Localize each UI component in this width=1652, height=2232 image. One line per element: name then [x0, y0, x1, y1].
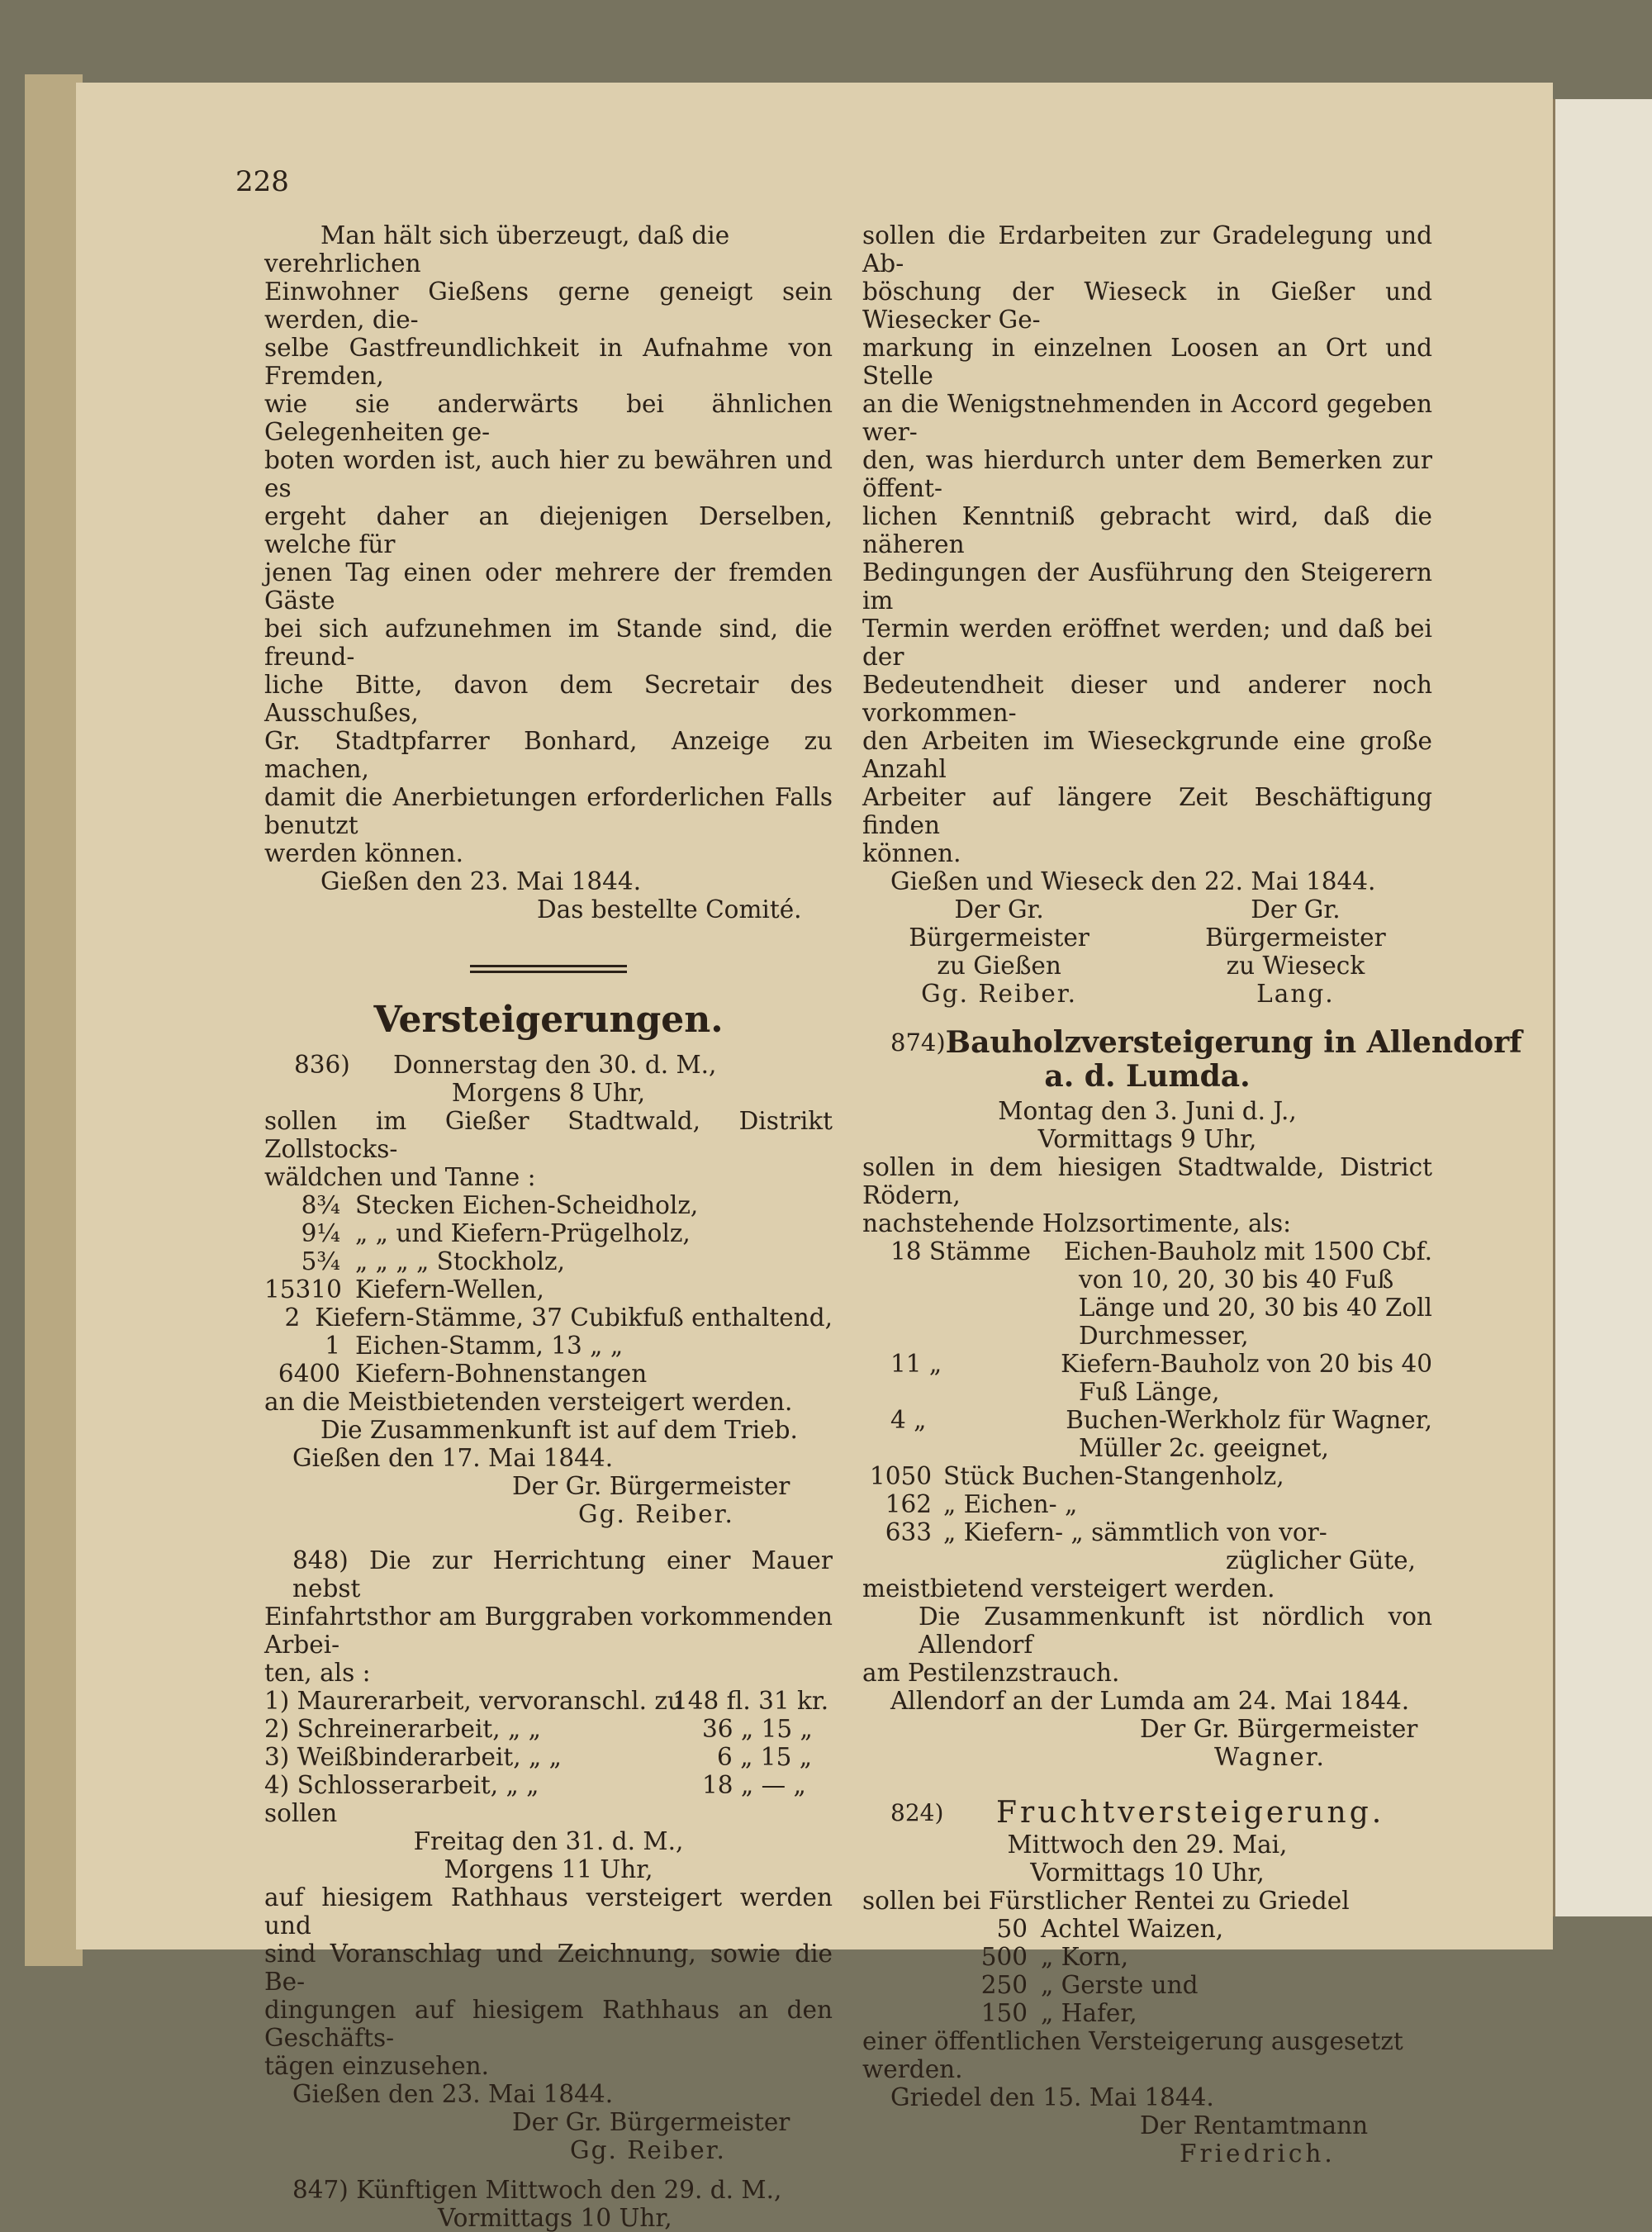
- signature-title: Der Gr. Bürgermeister: [1140, 1715, 1418, 1743]
- stock-description: „ Eichen- „: [943, 1490, 1078, 1518]
- text-line: einer öffentlichen Versteigerung ausgesetzt werden.: [862, 2027, 1403, 2083]
- lot-quantity: [862, 1266, 1079, 1294]
- lot-row: [862, 1322, 1432, 1350]
- grain-description: Achtel Waizen,: [1041, 1915, 1224, 1943]
- text-line: dingungen auf hiesigem Rathhaus an den Geschäfts-: [264, 1996, 833, 2052]
- text-line: wie sie anderwärts bei ähnlichen Gelegenheiten ge-: [264, 390, 833, 446]
- text-line: sollen: [264, 1799, 338, 1827]
- notice-continuation: [862, 221, 1432, 1008]
- notice-title-place: a. d. Lumda.: [1044, 1059, 1251, 1094]
- stock-description: „ Kiefern- „ sämmtlich von vor-: [943, 1518, 1327, 1546]
- lot-description: Müller 2c. geeignet,: [1079, 1434, 1329, 1462]
- work-cost: 148 fl. 31 kr.: [672, 1687, 829, 1715]
- cost-row: [264, 1715, 833, 1743]
- text-line: ten, als :: [264, 1659, 371, 1687]
- work-item: 4) Schlosserarbeit, „ „: [264, 1771, 539, 1799]
- stock-row: [862, 1462, 1432, 1490]
- grain-row: [862, 1943, 1432, 1971]
- lot-description: Kiefern-Bauholz von 20 bis 40: [1061, 1350, 1432, 1378]
- stock-description: Stück Buchen-Stangenholz,: [943, 1462, 1284, 1490]
- lot-row: [264, 1191, 833, 1219]
- section-divider: [470, 965, 627, 973]
- signature-name: Lang.: [1256, 980, 1335, 1008]
- text-line: markung in einzelnen Loosen an Ort und Stelle: [862, 334, 1432, 390]
- cost-row: [264, 1771, 833, 1799]
- text-line: liche Bitte, davon dem Secretair des Ausschußes,: [264, 671, 833, 727]
- meeting-place: Die Zusammenkunft ist nördlich von Allendorf: [919, 1603, 1432, 1659]
- text-line: werden können.: [264, 839, 463, 867]
- notice-header: [264, 1051, 833, 1079]
- text-line: selbe Gastfreundlichkeit in Aufnahme von Fremden,: [264, 334, 833, 390]
- text-line: böschung der Wieseck in Gießer und Wiesecker Ge-: [862, 278, 1432, 334]
- quality-note: züglicher Güte,: [1226, 1546, 1417, 1574]
- grain-description: „ Gerste und: [1041, 1971, 1199, 1999]
- grain-quantity: 250: [980, 1971, 1028, 1999]
- lot-quantity: 9¼: [301, 1219, 340, 1247]
- section-title: Versteigerungen.: [373, 999, 724, 1041]
- grain-description: „ Korn,: [1041, 1943, 1129, 1971]
- auction-date: Montag den 3. Juni d. J.,: [998, 1097, 1297, 1125]
- lot-quantity: 11 „: [890, 1350, 942, 1378]
- text-line: Man hält sich überzeugt, daß die verehrlichen: [264, 221, 730, 278]
- auction-time: Morgens 8 Uhr,: [451, 1079, 646, 1107]
- lot-description: Fuß Länge,: [1079, 1378, 1220, 1406]
- notice-title: Bauholzversteigerung in Allendorf: [945, 1025, 1522, 1060]
- stock-quantity: 633: [885, 1518, 932, 1546]
- lot-description: „ „ und Kiefern-Prügelholz,: [355, 1219, 691, 1247]
- lot-description: von 10, 20, 30 bis 40 Fuß: [1079, 1266, 1394, 1294]
- text-line: jenen Tag einen oder mehrere der fremden Gäste: [264, 558, 833, 615]
- stock-row: [862, 1518, 1432, 1546]
- lot-description: Durchmesser,: [1079, 1322, 1249, 1350]
- text-line: lichen Kenntniß gebracht wird, daß die näheren: [862, 502, 1432, 558]
- signature-title: Der Gr. Bürgermeister: [1205, 895, 1386, 952]
- work-item: 2) Schreinerarbeit, „ „: [264, 1715, 541, 1743]
- tissue-sheet: [1553, 99, 1652, 1916]
- book-edge: [25, 74, 83, 1966]
- text-line: 848) Die zur Herrichtung einer Mauer nebst: [292, 1546, 833, 1603]
- work-item: 3) Weißbinderarbeit, „ „: [264, 1743, 562, 1771]
- auction-date: Donnerstag den 30. d. M.,: [393, 1051, 717, 1079]
- auction-time: Vormittags 9 Uhr,: [1037, 1125, 1257, 1153]
- text-line: sollen im Gießer Stadtwald, Distrikt Zollstocks-: [264, 1107, 833, 1163]
- lot-description: Kiefern-Stämme, 37 Cubikfuß enthaltend,: [315, 1304, 833, 1332]
- lot-description: „ „ „ „ Stockholz,: [355, 1247, 565, 1275]
- notice-824: [862, 1796, 1432, 2168]
- lot-row: [264, 1304, 833, 1332]
- lot-description: Buchen-Werkholz für Wagner,: [1066, 1406, 1432, 1434]
- signature-title: Der Gr. Bürgermeister: [512, 2108, 790, 2136]
- text-line: bei sich aufzunehmen im Stande sind, die freund-: [264, 615, 833, 671]
- notice-847: [264, 2176, 833, 2232]
- text-line: den Arbeiten im Wieseckgrunde eine große Anzahl: [862, 727, 1432, 783]
- text-line: an die Wenigstnehmenden in Accord gegeben wer-: [862, 390, 1432, 446]
- work-cost: 6 „ 15 „: [717, 1743, 813, 1771]
- auction-time: Vormittags 10 Uhr,: [438, 2204, 672, 2232]
- grain-quantity: 50: [996, 1915, 1028, 1943]
- auction-time: Morgens 11 Uhr,: [444, 1855, 653, 1883]
- lot-description: Stecken Eichen-Scheidholz,: [355, 1191, 699, 1219]
- lot-row: [264, 1332, 833, 1360]
- signature-name: Gg. Reiber.: [578, 1500, 734, 1528]
- text-line: Termin werden eröffnet werden; und daß bei der: [862, 615, 1432, 671]
- text-line: boten worden ist, auch hier zu bewähren und es: [264, 446, 833, 502]
- notice-header: [862, 1025, 1522, 1060]
- signature-block-giessen: [862, 895, 1136, 1008]
- lot-description: Kiefern-Bohnenstangen: [355, 1360, 648, 1388]
- signature-title: Der Rentamtmann: [1140, 2111, 1369, 2139]
- stock-quantity: 162: [885, 1490, 932, 1518]
- text-line: sollen in dem hiesigen Stadtwalde, District Rödern,: [862, 1153, 1432, 1209]
- lot-description: Kiefern-Wellen,: [355, 1275, 544, 1304]
- lot-quantity: 5¾: [301, 1247, 340, 1275]
- lot-row: [862, 1294, 1432, 1322]
- text-line: 847) Künftigen Mittwoch den 29. d. M.,: [292, 2176, 782, 2204]
- lot-description: Eichen-Bauholz mit 1500 Cbf.: [1063, 1237, 1432, 1266]
- meeting-place: am Pestilenzstrauch.: [862, 1659, 1120, 1687]
- notice-date: Gießen den 17. Mai 1844.: [292, 1444, 614, 1472]
- lot-quantity: 2: [284, 1304, 301, 1332]
- text-line: auf hiesigem Rathhaus versteigert werden und: [264, 1883, 833, 1940]
- signature-place: zu Gießen: [937, 952, 1061, 980]
- grain-row: [862, 1915, 1432, 1943]
- lot-quantity: 8¾: [301, 1191, 340, 1219]
- text-line: den, was hierdurch unter dem Bemerken zur öffent-: [862, 446, 1432, 502]
- lot-quantity: 4 „: [890, 1406, 927, 1434]
- text-line: können.: [862, 839, 961, 867]
- lot-quantity: 15310: [264, 1275, 342, 1304]
- lot-quantity: 6400: [278, 1360, 340, 1388]
- text-line: meistbietend versteigert werden.: [862, 1574, 1275, 1603]
- notice-number: 836): [294, 1051, 350, 1079]
- text-line: damit die Anerbietungen erforderlichen Falls benutzt: [264, 783, 833, 839]
- notice-date: Gießen und Wieseck den 22. Mai 1844.: [890, 867, 1376, 895]
- lot-quantity: [862, 1294, 1079, 1322]
- text-line: Arbeiter auf längere Zeit Beschäftigung finden: [862, 783, 1432, 839]
- text-line: tägen einzusehen.: [264, 2052, 490, 2080]
- lot-quantity: [862, 1322, 1079, 1350]
- signature-name: Gg. Reiber.: [570, 2136, 726, 2164]
- auction-date: Mittwoch den 29. Mai,: [1007, 1831, 1288, 1859]
- notice-date: Allendorf an der Lumda am 24. Mai 1844.: [890, 1687, 1410, 1715]
- lot-quantity: 18 Stämme: [890, 1237, 1031, 1266]
- text-line: sollen die Erdarbeiten zur Gradelegung und Ab-: [862, 221, 1432, 278]
- stock-row: [862, 1490, 1432, 1518]
- lot-quantity: [862, 1378, 1079, 1406]
- notice-signature: Das bestellte Comité.: [537, 895, 802, 924]
- notice-title: Fruchtversteigerung.: [996, 1796, 1385, 1830]
- lot-description: Eichen-Stamm, 13 „ „: [355, 1332, 624, 1360]
- signature-name: Wagner.: [1214, 1743, 1326, 1771]
- signature-title: Der Gr. Bürgermeister: [512, 1472, 790, 1500]
- signature-name: Friedrich.: [1180, 2139, 1336, 2168]
- notice-date: Gießen den 23. Mai 1844.: [320, 867, 642, 895]
- lot-row: [862, 1237, 1432, 1266]
- notice-header: [862, 1796, 1432, 1831]
- signature-block-wieseck: [1159, 895, 1432, 1008]
- left-column: [235, 165, 833, 2232]
- intro-notice: [264, 221, 833, 924]
- work-item: 1) Maurerarbeit, vervoranschl. zu: [264, 1687, 683, 1715]
- signature-title: Der Gr. Bürgermeister: [909, 895, 1089, 952]
- lot-row: [862, 1350, 1432, 1378]
- lot-quantity: 1: [325, 1332, 340, 1360]
- lot-row: [264, 1219, 833, 1247]
- text-line: sollen bei Fürstlicher Rentei zu Griedel: [862, 1887, 1350, 1915]
- text-line: an die Meistbietenden versteigert werden.: [264, 1388, 793, 1416]
- auction-date: Freitag den 31. d. M.,: [413, 1827, 684, 1855]
- notice-848: [264, 1546, 833, 2164]
- grain-quantity: 150: [980, 1999, 1028, 2027]
- auction-time: Vormittags 10 Uhr,: [1030, 1859, 1265, 1887]
- lot-row: [862, 1266, 1432, 1294]
- grain-quantity: 500: [980, 1943, 1028, 1971]
- grain-row: [862, 1971, 1432, 1999]
- notice-number: 874): [890, 1028, 946, 1057]
- text-line: Einfahrtsthor am Burggraben vorkommenden Arbei-: [264, 1603, 833, 1659]
- page-number: 228: [235, 165, 289, 198]
- lot-row: [264, 1275, 833, 1304]
- lot-quantity: [862, 1434, 1079, 1462]
- grain-row: [862, 1999, 1432, 2027]
- lot-description: Länge und 20, 30 bis 40 Zoll: [1078, 1294, 1432, 1322]
- right-column: [862, 221, 1522, 2168]
- text-line: Gr. Stadtpfarrer Bonhard, Anzeige zu machen,: [264, 727, 833, 783]
- signature-place: zu Wieseck: [1226, 952, 1365, 980]
- text-line: Bedingungen der Ausführung den Steigerern im: [862, 558, 1432, 615]
- lot-row: [264, 1360, 833, 1388]
- cost-row: [264, 1687, 833, 1715]
- notice-date: Griedel den 15. Mai 1844.: [890, 2083, 1214, 2111]
- lot-row: [862, 1406, 1432, 1434]
- dual-signature: [862, 895, 1432, 1008]
- text-line: wäldchen und Tanne :: [264, 1163, 536, 1191]
- text-line: Bedeutendheit dieser und anderer noch vorkommen-: [862, 671, 1432, 727]
- lot-row: [862, 1378, 1432, 1406]
- stock-quantity: 1050: [869, 1462, 932, 1490]
- text-line: ergeht daher an diejenigen Derselben, welche für: [264, 502, 833, 558]
- work-cost: 18 „ — „: [702, 1771, 806, 1799]
- notice-number: 824): [890, 1799, 944, 1826]
- text-line: sind Voranschlag und Zeichnung, sowie die Be-: [264, 1940, 833, 1996]
- text-line: Einwohner Gießens gerne geneigt sein werden, die-: [264, 278, 833, 334]
- lot-row: [862, 1434, 1432, 1462]
- notice-date: Gießen den 23. Mai 1844.: [292, 2080, 614, 2108]
- cost-row: [264, 1743, 833, 1771]
- signature-name: Gg. Reiber.: [921, 980, 1078, 1008]
- grain-description: „ Hafer,: [1041, 1999, 1137, 2027]
- text-line: nachstehende Holzsortimente, als:: [862, 1209, 1292, 1237]
- meeting-place: Die Zusammenkunft ist auf dem Trieb.: [320, 1416, 798, 1444]
- notice-874: [862, 1025, 1522, 1771]
- notice-836: [264, 1051, 833, 1528]
- work-cost: 36 „ 15 „: [702, 1715, 813, 1743]
- lot-row: [264, 1247, 833, 1275]
